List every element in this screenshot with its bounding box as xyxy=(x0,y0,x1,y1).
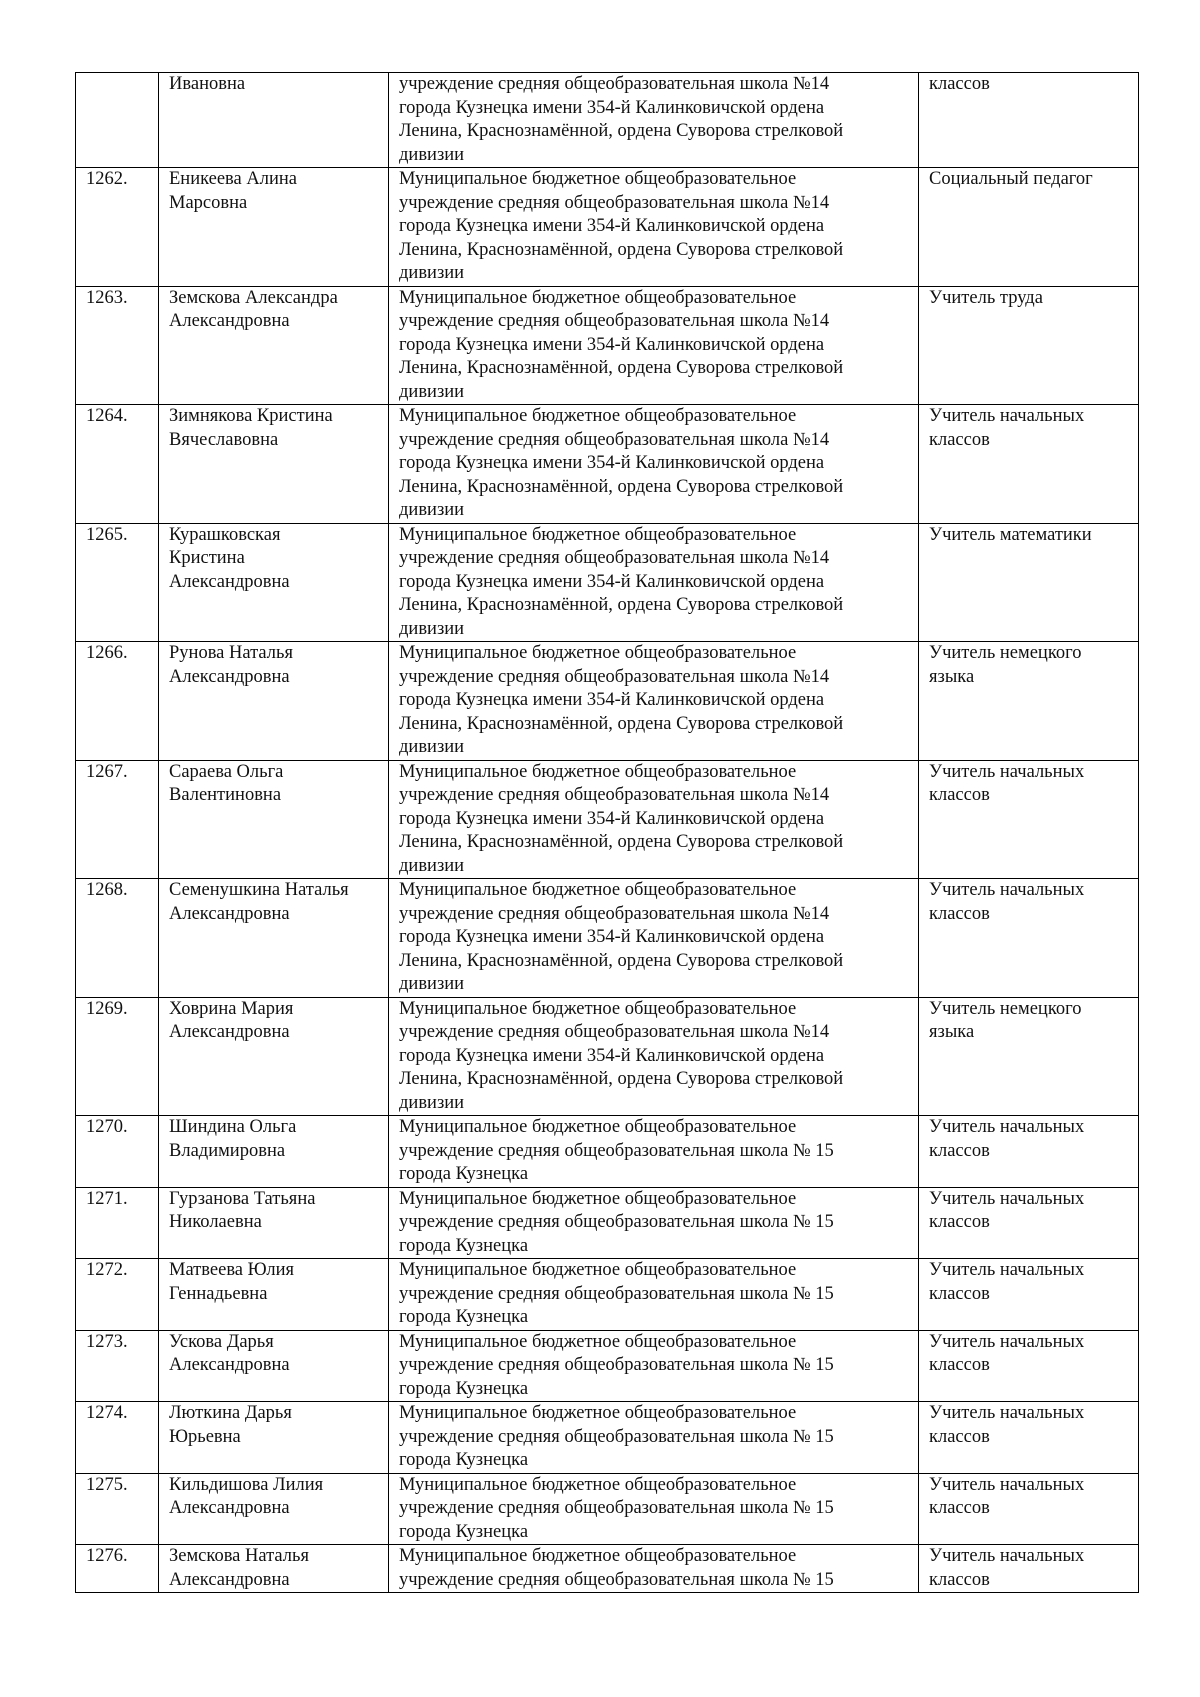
organization: Муниципальное бюджетное общеобразовательное учреждение средняя общеобразовательная школа №14 города Кузнецка имени 354-й Калинковичской ордена Ленина, Краснознамённой, ордена Суворова стрелковой дивизии xyxy=(389,997,919,1116)
row-number xyxy=(76,73,159,168)
table-row xyxy=(76,1402,1139,1474)
table-row xyxy=(76,1545,1139,1593)
job-position: Учитель начальных классов xyxy=(919,1330,1139,1402)
job-position: Учитель немецкого языка xyxy=(919,642,1139,761)
row-number: 1264. xyxy=(76,405,159,524)
job-position: Учитель начальных классов xyxy=(919,405,1139,524)
job-position: Учитель начальных классов xyxy=(919,1473,1139,1545)
row-number: 1265. xyxy=(76,523,159,642)
row-number: 1272. xyxy=(76,1259,159,1331)
employee-name: Семенушкина Наталья Александровна xyxy=(159,879,389,998)
organization: Муниципальное бюджетное общеобразовательное учреждение средняя общеобразовательная школа №14 города Кузнецка имени 354-й Калинковичской ордена Ленина, Краснознамённой, ордена Суворова стрелковой дивизии xyxy=(389,286,919,405)
job-position: Учитель начальных классов xyxy=(919,879,1139,998)
organization: Муниципальное бюджетное общеобразовательное учреждение средняя общеобразовательная школа № 15 xyxy=(389,1545,919,1593)
employee-name: Ивановна xyxy=(159,73,389,168)
employee-name: Земскова Александра Александровна xyxy=(159,286,389,405)
employee-name: Кильдишова Лилия Александровна xyxy=(159,1473,389,1545)
employee-name: Рунова Наталья Александровна xyxy=(159,642,389,761)
job-position: Социальный педагог xyxy=(919,168,1139,287)
row-number: 1275. xyxy=(76,1473,159,1545)
row-number: 1269. xyxy=(76,997,159,1116)
organization: Муниципальное бюджетное общеобразовательное учреждение средняя общеобразовательная школа №14 города Кузнецка имени 354-й Калинковичской ордена Ленина, Краснознамённой, ордена Суворова стрелковой дивизии xyxy=(389,879,919,998)
job-position: Учитель математики xyxy=(919,523,1139,642)
row-number: 1273. xyxy=(76,1330,159,1402)
staff-table xyxy=(75,72,1139,1593)
job-position: Учитель начальных классов xyxy=(919,1116,1139,1188)
table-row xyxy=(76,523,1139,642)
job-position: Учитель начальных классов xyxy=(919,1545,1139,1593)
organization: Муниципальное бюджетное общеобразовательное учреждение средняя общеобразовательная школа № 15 города Кузнецка xyxy=(389,1187,919,1259)
organization: Муниципальное бюджетное общеобразовательное учреждение средняя общеобразовательная школа № 15 города Кузнецка xyxy=(389,1116,919,1188)
job-position: Учитель начальных классов xyxy=(919,1187,1139,1259)
employee-name: Шиндина Ольга Владимировна xyxy=(159,1116,389,1188)
employee-name: Ховрина Мария Александровна xyxy=(159,997,389,1116)
row-number: 1263. xyxy=(76,286,159,405)
employee-name: Матвеева Юлия Геннадьевна xyxy=(159,1259,389,1331)
organization: Муниципальное бюджетное общеобразовательное учреждение средняя общеобразовательная школа №14 города Кузнецка имени 354-й Калинковичской ордена Ленина, Краснознамённой, ордена Суворова стрелковой дивизии xyxy=(389,405,919,524)
row-number: 1266. xyxy=(76,642,159,761)
organization: Муниципальное бюджетное общеобразовательное учреждение средняя общеобразовательная школа №14 города Кузнецка имени 354-й Калинковичской ордена Ленина, Краснознамённой, ордена Суворова стрелковой дивизии xyxy=(389,168,919,287)
table-row xyxy=(76,286,1139,405)
table-row xyxy=(76,642,1139,761)
organization: учреждение средняя общеобразовательная школа №14 города Кузнецка имени 354-й Калинковичской ордена Ленина, Краснознамённой, ордена Суворова стрелковой дивизии xyxy=(389,73,919,168)
job-position: Учитель начальных классов xyxy=(919,760,1139,879)
organization: Муниципальное бюджетное общеобразовательное учреждение средняя общеобразовательная школа № 15 города Кузнецка xyxy=(389,1402,919,1474)
table-row xyxy=(76,879,1139,998)
table-row xyxy=(76,405,1139,524)
row-number: 1270. xyxy=(76,1116,159,1188)
job-position: Учитель начальных классов xyxy=(919,1402,1139,1474)
employee-name: Еникеева Алина Марсовна xyxy=(159,168,389,287)
row-number: 1267. xyxy=(76,760,159,879)
organization: Муниципальное бюджетное общеобразовательное учреждение средняя общеобразовательная школа № 15 города Кузнецка xyxy=(389,1259,919,1331)
organization: Муниципальное бюджетное общеобразовательное учреждение средняя общеобразовательная школа №14 города Кузнецка имени 354-й Калинковичской ордена Ленина, Краснознамённой, ордена Суворова стрелковой дивизии xyxy=(389,760,919,879)
job-position: Учитель немецкого языка xyxy=(919,997,1139,1116)
employee-name: Гурзанова Татьяна Николаевна xyxy=(159,1187,389,1259)
row-number: 1268. xyxy=(76,879,159,998)
job-position: Учитель начальных классов xyxy=(919,1259,1139,1331)
table-row xyxy=(76,1259,1139,1331)
organization: Муниципальное бюджетное общеобразовательное учреждение средняя общеобразовательная школа №14 города Кузнецка имени 354-й Калинковичской ордена Ленина, Краснознамённой, ордена Суворова стрелковой дивизии xyxy=(389,523,919,642)
table-row xyxy=(76,1116,1139,1188)
table-row xyxy=(76,73,1139,168)
employee-name: Курашковская Кристина Александровна xyxy=(159,523,389,642)
table-row xyxy=(76,168,1139,287)
employee-name: Люткина Дарья Юрьевна xyxy=(159,1402,389,1474)
employee-name: Зимнякова Кристина Вячеславовна xyxy=(159,405,389,524)
table-row xyxy=(76,1330,1139,1402)
row-number: 1274. xyxy=(76,1402,159,1474)
employee-name: Сараева Ольга Валентиновна xyxy=(159,760,389,879)
staff-table-body xyxy=(76,73,1139,1593)
organization: Муниципальное бюджетное общеобразовательное учреждение средняя общеобразовательная школа № 15 города Кузнецка xyxy=(389,1330,919,1402)
row-number: 1262. xyxy=(76,168,159,287)
row-number: 1271. xyxy=(76,1187,159,1259)
job-position: классов xyxy=(919,73,1139,168)
table-row xyxy=(76,1473,1139,1545)
employee-name: Ускова Дарья Александровна xyxy=(159,1330,389,1402)
organization: Муниципальное бюджетное общеобразовательное учреждение средняя общеобразовательная школа №14 города Кузнецка имени 354-й Калинковичской ордена Ленина, Краснознамённой, ордена Суворова стрелковой дивизии xyxy=(389,642,919,761)
table-row xyxy=(76,760,1139,879)
employee-name: Земскова Наталья Александровна xyxy=(159,1545,389,1593)
document-page xyxy=(75,72,1138,1593)
job-position: Учитель труда xyxy=(919,286,1139,405)
organization: Муниципальное бюджетное общеобразовательное учреждение средняя общеобразовательная школа № 15 города Кузнецка xyxy=(389,1473,919,1545)
table-row xyxy=(76,1187,1139,1259)
table-row xyxy=(76,997,1139,1116)
row-number: 1276. xyxy=(76,1545,159,1593)
